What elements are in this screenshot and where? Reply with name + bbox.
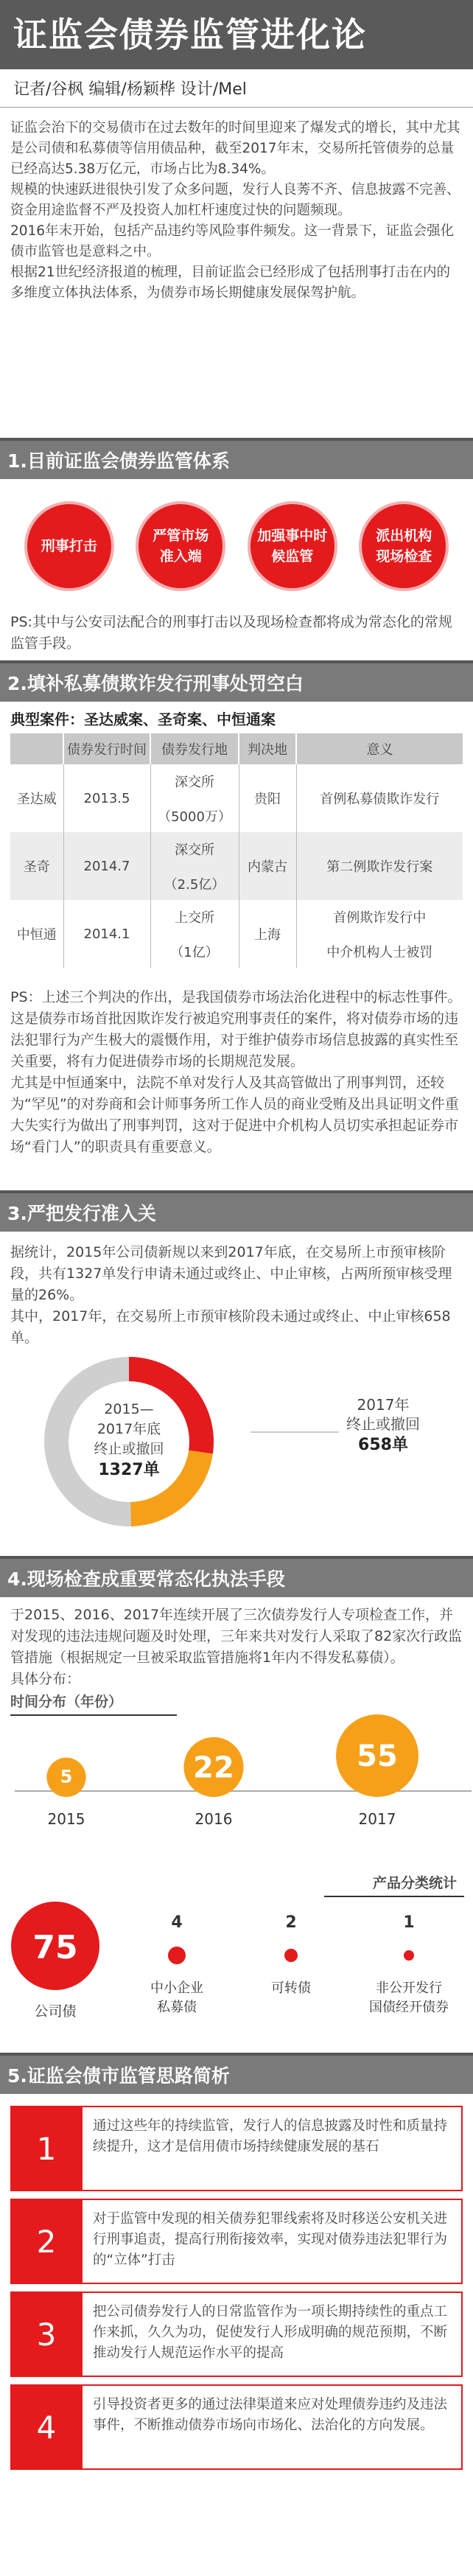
cell-court: 内蒙古 xyxy=(239,832,296,900)
product-item-label: 可转债 xyxy=(271,1980,311,1996)
cell-name: 圣奇 xyxy=(10,832,63,900)
intro-paragraph: 2016年末开始，包括产品违约等风险事件频发。这一背景下，证监会强化债市监管也是意料之中。 xyxy=(10,223,455,259)
timeline-value: 22 xyxy=(193,1751,234,1785)
table-row xyxy=(10,832,463,900)
regulation-system-circles xyxy=(0,479,473,604)
table-row xyxy=(10,764,463,832)
cell-place: 深交所 （2.5亿） xyxy=(150,832,239,900)
sec2-ps xyxy=(0,968,473,1190)
donut-center-label: 2017年底 xyxy=(97,1421,161,1437)
list-item xyxy=(10,2106,463,2191)
ps-paragraph: 尤其是中恒通案中，法院不单对发行人及其高管做出了刑事判罚，还较为“罕见”的对券商和会计师事务所工作人员的商业受贿及出具证明文件重大失实行为做出了刑事判罚，这对于促进中介机构人员切实承担起证券市场“看门人”的职责具有重要意义。 xyxy=(10,1075,459,1155)
product-big-label: 公司债 xyxy=(34,2003,77,2020)
sec4-paragraph: 具体分布： xyxy=(10,1671,81,1687)
circle-criminal xyxy=(24,501,114,591)
section-title: 1.目前证监会债券监管体系 xyxy=(7,450,230,472)
section-header-5 xyxy=(0,2053,473,2094)
sec3-paragraph: 其中，2017年，在交易所上市预审核阶段未通过或终止、中止审核658单。 xyxy=(10,1308,451,1346)
column-header: 意义 xyxy=(296,733,463,764)
product-item-label: 中小企业 xyxy=(150,1980,203,1996)
list-item xyxy=(10,2199,463,2284)
circle-midterm xyxy=(248,501,337,591)
donut-center-label: 2015— xyxy=(104,1401,154,1417)
termination-donut-chart xyxy=(0,1342,473,1556)
cell-date: 2013.5 xyxy=(63,764,150,832)
cell-court: 贵阳 xyxy=(239,764,296,832)
table-header-row xyxy=(10,733,463,764)
cell-name: 中恒通 xyxy=(10,900,63,968)
donut-side-label: 2017年 xyxy=(357,1396,410,1414)
cell-place: 深交所 （5000万） xyxy=(150,764,239,832)
circle-access xyxy=(136,501,225,591)
cell-name: 圣达威 xyxy=(10,764,63,832)
section-header-1 xyxy=(0,438,473,479)
section-header-4 xyxy=(0,1556,473,1597)
intro-paragraph: 证监会治下的交易债市在过去数年的时间里迎来了爆发式的增长，其中尤其是公司债和私募债等信用债品种，截至2017年末，交易所托管债券的总量已经高达5.38万亿元，市场占比为8.34%。 xyxy=(10,120,460,177)
table-row xyxy=(10,900,463,968)
product-item-label: 国债经开债券 xyxy=(369,2000,449,2015)
section-title: 4.现场检查成重要常态化执法手段 xyxy=(7,1568,285,1590)
product-dot xyxy=(404,1950,414,1961)
item-text: 引导投资者更多的通过法律渠道来应对处理债券违约及违法事件，不断推动债券市场向市场化、法治化的方向发展。 xyxy=(83,2384,463,2470)
product-item-label: 非公开发行 xyxy=(376,1980,442,1996)
cell-date: 2014.1 xyxy=(63,900,150,968)
donut-side-value: 658单 xyxy=(358,1436,408,1454)
item-number: 3 xyxy=(10,2291,83,2377)
section-header-3 xyxy=(0,1190,473,1232)
donut-center-value: 1327单 xyxy=(98,1461,160,1479)
product-dot xyxy=(168,1947,186,1964)
sec4-text xyxy=(0,1597,473,1687)
circle-label: 刑事打击 xyxy=(41,538,97,554)
product-svg xyxy=(0,1868,473,2053)
section-title: 2.填补私募债欺诈发行刑事处罚空白 xyxy=(7,673,304,694)
timeline-svg xyxy=(0,1684,473,1868)
item-text: 把公司债券发行人的日常监管作为一项长期持续性的重点工作来抓，久久为功，促使发行人形成明确的规范预期，不断推动发行人规范运作水平的提高 xyxy=(83,2291,463,2377)
product-item-label: 私募债 xyxy=(157,2000,197,2015)
title-banner xyxy=(0,0,473,69)
product-value: 4 xyxy=(171,1913,183,1932)
section-title: 5.证监会债市监管思路简析 xyxy=(7,2065,230,2087)
circle-label: 派出机构 现场检查 xyxy=(376,528,432,565)
item-text: 通过这些年的持续监管，发行人的信息披露及时性和质量持续提升，这才是信用债市场持续健康发展的基石 xyxy=(83,2106,463,2191)
product-value: 2 xyxy=(285,1913,297,1932)
timeline-chart xyxy=(0,1684,473,1868)
intro-paragraph: 根据21世纪经济报道的梳理，目前证监会已经形成了包括刑事打击在内的多维度立体执法体系，为债券市场长期健康发展保驾护航。 xyxy=(10,265,451,301)
sec4-paragraph: 于2015、2016、2017年连续开展了三次债券发行人专项检查工作，并对发现的违法违规问题及时处理，三年来共对发行人采取了82家次行政监管措施（根据规定一旦被采取监管措施将1年内不得发私募债）。 xyxy=(10,1607,463,1666)
section-title: 3.严把发行准入关 xyxy=(7,1203,156,1224)
list-item xyxy=(10,2384,463,2470)
circle-inspection xyxy=(359,501,449,591)
product-dot xyxy=(284,1949,298,1962)
cell-date: 2014.7 xyxy=(63,832,150,900)
cases-table xyxy=(10,733,463,968)
circle-label: 加强事中时 候监管 xyxy=(257,528,328,565)
product-label: 产品分类统计 xyxy=(372,1875,457,1891)
sec3-paragraph: 据统计，2015年公司债新规以来到2017年底，在交易所上市预审核阶段，共有1327单发行申请未通过或终止、中止审核，占两所预审核受理量的26%。 xyxy=(10,1244,452,1303)
column-header: 判决地 xyxy=(239,733,296,764)
donut-svg xyxy=(0,1342,473,1556)
cell-place: 上交所 （1亿） xyxy=(150,900,239,968)
product-value: 1 xyxy=(403,1913,415,1932)
column-header: 债券发行时间 xyxy=(63,733,150,764)
column-header: 债券发行地 xyxy=(150,733,239,764)
timeline-value: 5 xyxy=(60,1766,73,1787)
donut-center-label: 终止或撤回 xyxy=(94,1441,164,1457)
sec3-text xyxy=(0,1232,473,1346)
donut-side-label: 终止或撤回 xyxy=(346,1415,420,1433)
timeline-value: 55 xyxy=(357,1739,398,1773)
item-number: 1 xyxy=(10,2106,83,2191)
sec1-note: PS:其中与公安司法配合的刑事打击以及现场检查都将成为常态化的常规监管手段。 xyxy=(10,614,452,652)
intro-text xyxy=(0,108,473,438)
ps-paragraph: PS：上述三个判决的作出，是我国债券市场法治化进程中的标志性事件。这是债券市场首批因欺诈发行被追究刑事责任的案件，将对债券市场的违法犯罪行为产生极大的震慑作用，对于维护债券市场信息披露的真实性至关重要，将有力促进债券市场的长期规范发展。 xyxy=(10,989,462,1069)
column-header xyxy=(10,733,63,764)
product-stats xyxy=(0,1868,473,2053)
byline: 记者/谷枫 编辑/杨颖桦 设计/Mel xyxy=(0,69,473,108)
typical-cases: 典型案件：圣达威案、圣奇案、中恒通案 xyxy=(10,711,276,728)
product-big-value: 75 xyxy=(32,1929,78,1966)
item-number: 4 xyxy=(10,2384,83,2470)
cell-meaning: 首例私募债欺诈发行 xyxy=(320,792,440,807)
cell-meaning: 第二例欺诈发行案 xyxy=(296,832,463,900)
timeline-year: 2015 xyxy=(47,1810,85,1828)
timeline-year: 2017 xyxy=(358,1810,396,1828)
timeline-year: 2016 xyxy=(195,1810,233,1828)
section-header-2 xyxy=(0,660,473,702)
cell-meaning: 首例欺诈发行中 中介机构人士被罚 xyxy=(326,910,433,960)
intro-paragraph: 规模的快速跃进很快引发了众多问题，发行人良莠不齐、信息披露不完善、资金用途监督不严及投资人加杠杆速度过快的问题频现。 xyxy=(10,182,460,218)
page-title: 证监会债券监管进化论 xyxy=(13,15,367,55)
item-text: 对于监管中发现的相关债券犯罪线索将及时移送公安机关进行刑事追责，提高行刑衔接效率，实现对债券违法犯罪行为的“立体”打击 xyxy=(83,2199,463,2284)
timeline-label: 时间分布（年份） xyxy=(10,1694,123,1710)
cell-court: 上海 xyxy=(239,900,296,968)
circle-label: 严管市场 准入端 xyxy=(153,528,209,565)
list-item xyxy=(10,2291,463,2377)
thoughts-list xyxy=(0,2094,473,2470)
item-number: 2 xyxy=(10,2199,83,2284)
